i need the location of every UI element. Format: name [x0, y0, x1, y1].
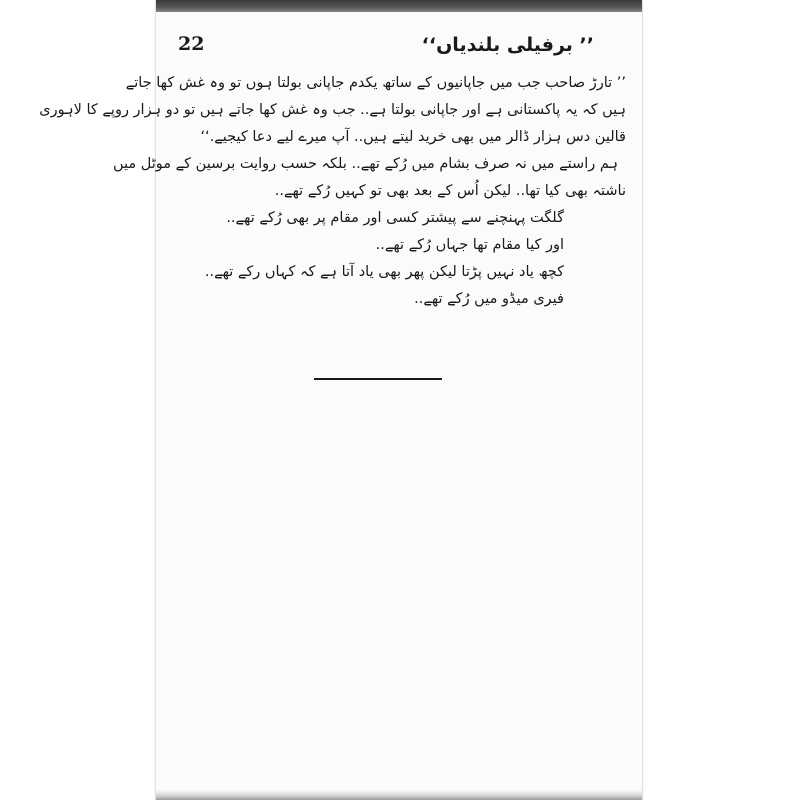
body-line: ہیں کہ یہ پاکستانی ہے اور جاپانی بولتا ہے.. جب وہ غش کھا جاتے ہیں تو دو ہزار روپے کا لاہوری [39, 102, 626, 118]
body-line: گلگت پہنچنے سے پیشتر کسی اور مقام پر بھی رُکے تھے.. [226, 210, 564, 226]
body-line: فیری میڈو میں رُکے تھے.. [414, 291, 564, 307]
book-page [39, 0, 642, 800]
body-line: کچھ یاد نہیں پڑتا لیکن پھر بھی یاد آتا ہے کہ کہاں رکے تھے.. [204, 264, 564, 280]
section-end-rule [314, 378, 442, 380]
page-bottom-shadow [156, 790, 642, 800]
page-top-shadow [156, 0, 642, 12]
body-line: ’’ تارڑ صاحب جب میں جاپانیوں کے ساتھ یکدم جاپانی بولتا ہوں تو وہ غش کھا جاتے [125, 75, 626, 91]
body-line: قالین دس ہزار ڈالر میں بھی خرید لیتے ہیں.. آپ میرے لیے دعا کیجیے.‘‘ [200, 129, 626, 145]
body-line: اور کیا مقام تھا جہاں رُکے تھے.. [375, 237, 564, 253]
running-head-title: ’’ برفیلی بلندیاں‘‘ [421, 34, 594, 56]
body-line: ناشتہ بھی کیا تھا.. لیکن اُس کے بعد بھی تو کہیں رُکے تھے.. [274, 183, 626, 199]
body-line: ہم راستے میں نہ صرف بشام میں رُکے تھے.. بلکہ حسب روایت برسین کے موٹل میں [112, 156, 618, 172]
page-number: 22 [178, 33, 205, 55]
body-text [39, 70, 626, 313]
